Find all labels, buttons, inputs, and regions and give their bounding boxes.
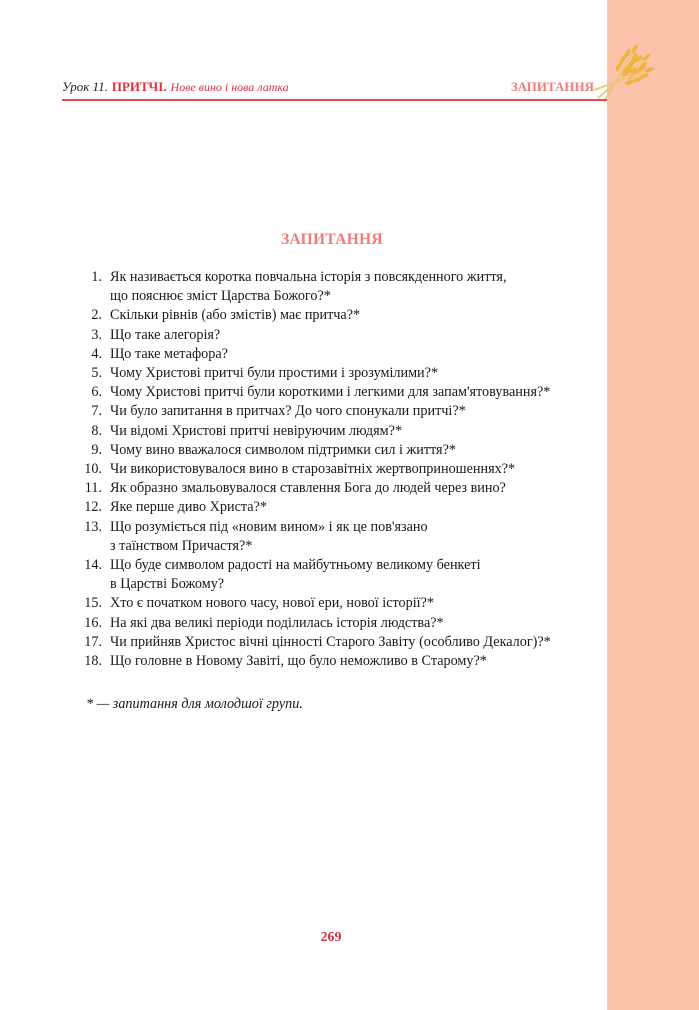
question-text: На які два великі періоди поділилась історія людства?* [110,614,444,631]
question-number: 15. [84,595,102,612]
question-number: 14. [84,557,102,574]
question-item [80,479,605,498]
question-item [80,383,605,402]
question-number: 13. [84,518,102,535]
question-number: 17. [84,633,102,650]
question-number: 8. [91,422,102,439]
question-text: Яке перше диво Христа?* [110,499,267,516]
question-item [80,594,605,613]
question-number: 1. [91,269,102,285]
page-side-strip [607,0,699,1010]
question-text: Що головне в Новому Завіті, що було неможливо в Старому?* [110,653,487,670]
question-item [80,498,605,517]
page-number: 269 [320,930,342,945]
running-header [62,79,602,99]
question-item [80,652,605,671]
question-text: Що таке метафора? [110,345,228,362]
question-text: Чи відомі Христові притчі невіруючим людям?* [110,422,403,439]
question-text: Що таке алегорія? [110,326,221,343]
question-item [80,326,605,345]
question-text: Хто є початком нового часу, нової ери, нової історії?* [110,595,434,612]
question-text: Чи використовувалося вино в старозавітніх жертвоприношеннях?* [110,461,516,478]
question-number: 4. [91,345,102,362]
question-item [80,460,605,479]
question-text: Чому Христові притчі були простими і зрозумілими?* [110,365,439,382]
header-subtopic: Нове вино і нова латка [170,80,289,94]
question-text: Чи було запитання в притчах? До чого спонукали притчі?* [110,403,466,420]
question-text: Чому Христові притчі були короткими і легкими для запам'ятовування?* [110,384,551,401]
question-number: 11. [84,480,102,497]
header-lesson: Урок 11. [62,79,108,94]
question-text: Скільки рівнів (або змістів) має притча?* [110,307,361,324]
question-text: що пояснює зміст Царства Божого?* [110,288,331,305]
header-topic: ПРИТЧІ. [111,79,167,94]
page-title: ЗАПИТАННЯ [281,231,383,248]
question-text: з таїнством Причастя?* [110,537,253,554]
question-number: 10. [84,461,102,478]
footnote: * — запитання для молодшої групи. [86,696,303,712]
question-text: Чому вино вважалося символом підтримки сил і життя?* [110,441,456,458]
question-item [80,268,605,306]
wheat-ears-icon [590,28,680,108]
question-text: Що розуміється під «новим вином» і як це пов'язано [110,518,428,535]
question-number: 2. [91,307,102,324]
question-text: Як називається коротка повчальна історія з повсякденного життя, [110,269,507,285]
question-item [80,364,605,383]
question-text: Що буде символом радості на майбутньому великому бенкеті [110,557,481,574]
header-rule [62,99,607,101]
question-number: 9. [91,441,102,458]
question-item [80,556,605,594]
question-number: 18. [84,653,102,670]
question-item [80,306,605,325]
question-number: 7. [91,403,102,420]
question-number: 16. [84,614,102,631]
question-item [80,441,605,460]
header-section: ЗАПИТАННЯ [510,79,594,94]
question-item [80,633,605,652]
question-text: в Царстві Божому? [110,576,225,593]
question-item [80,518,605,556]
question-number: 12. [84,499,102,516]
question-item [80,614,605,633]
question-item [80,422,605,441]
question-text: Чи прийняв Христос вічні цінності Старого Завіту (особливо Декалог)?* [110,633,551,650]
question-number: 6. [91,384,102,401]
question-item [80,402,605,421]
question-text: Як образно змальовувалося ставлення Бога до людей через вино? [110,480,506,497]
question-number: 5. [91,365,102,382]
questions-list [80,268,605,671]
question-item [80,345,605,364]
question-number: 3. [91,326,102,343]
